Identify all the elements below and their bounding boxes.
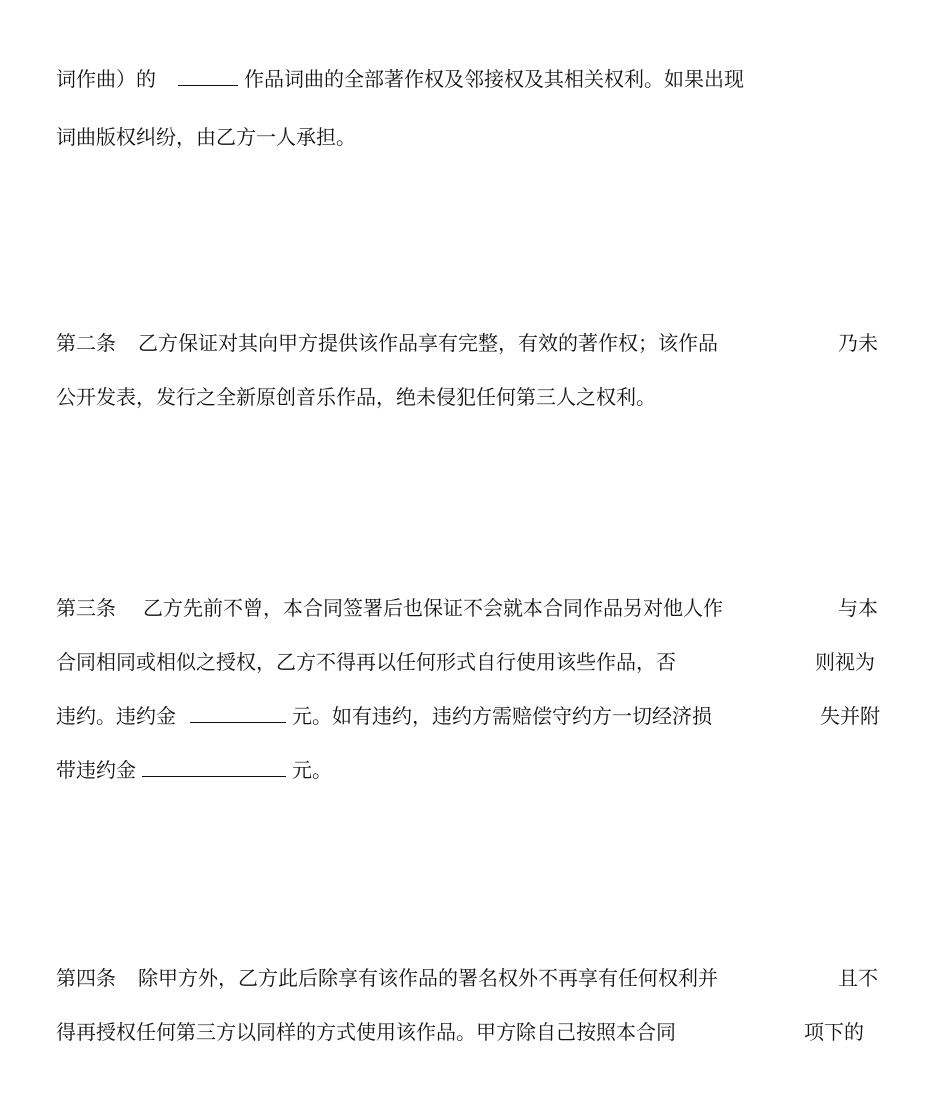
article-4-line-2-tail: 项下的 [804, 1020, 864, 1044]
article-3-line-1-tail: 与本 [838, 596, 878, 620]
article-4-line-2: 得再授权任何第三方以同样的方式使用该作品。甲方除自己按照本合同 [56, 1020, 676, 1044]
work-title-blank [178, 67, 238, 86]
article-3-heading: 第三条 [56, 596, 116, 620]
paragraph-1-line-1-end: 作品词曲的全部著作权及邻接权及其相关权利。如果出现 [244, 67, 744, 91]
paragraph-1-line-2: 词曲版权纠纷，由乙方一人承担。 [56, 125, 356, 149]
penalty-amount-blank [190, 704, 286, 723]
article-4-line-1-text: 除甲方外，乙方此后除享有该作品的署名权外不再享有任何权利并 [138, 966, 718, 990]
article-2-line-1-tail: 乃未 [838, 331, 878, 355]
additional-penalty-blank [142, 758, 286, 777]
article-2-line-1 [56, 331, 718, 355]
article-3-line-4 [56, 758, 332, 782]
article-3-line-3-start: 违约。违约金 [56, 704, 176, 728]
article-3-line-4-end: 元。 [292, 758, 332, 782]
paragraph-1-line-1 [56, 67, 744, 91]
article-2-line-1-text: 乙方保证对其向甲方提供该作品享有完整，有效的著作权；该作品 [138, 331, 718, 355]
article-3-line-4-start: 带违约金 [56, 758, 136, 782]
article-2-line-2: 公开发表，发行之全新原创音乐作品，绝未侵犯任何第三人之权利。 [56, 385, 656, 409]
paragraph-1-line-1-start: 词作曲）的 [56, 67, 156, 91]
article-3-line-2: 合同相同或相似之授权，乙方不得再以任何形式自行使用该些作品，否 [56, 650, 676, 674]
article-3-line-3-tail: 失并附 [820, 704, 880, 728]
article-2-heading: 第二条 [56, 331, 116, 355]
article-3-line-2-tail: 则视为 [815, 650, 875, 674]
article-4-line-1-tail: 且不 [838, 966, 878, 990]
article-4-heading: 第四条 [56, 966, 116, 990]
article-3-line-1-text: 乙方先前不曾，本合同签署后也保证不会就本合同作品另对他人作 [143, 596, 723, 620]
article-3-line-3-end: 元。如有违约，违约方需赔偿守约方一切经济损 [292, 704, 712, 728]
article-3-line-1 [56, 596, 723, 620]
article-4-line-1 [56, 966, 718, 990]
article-3-line-3 [56, 704, 712, 728]
